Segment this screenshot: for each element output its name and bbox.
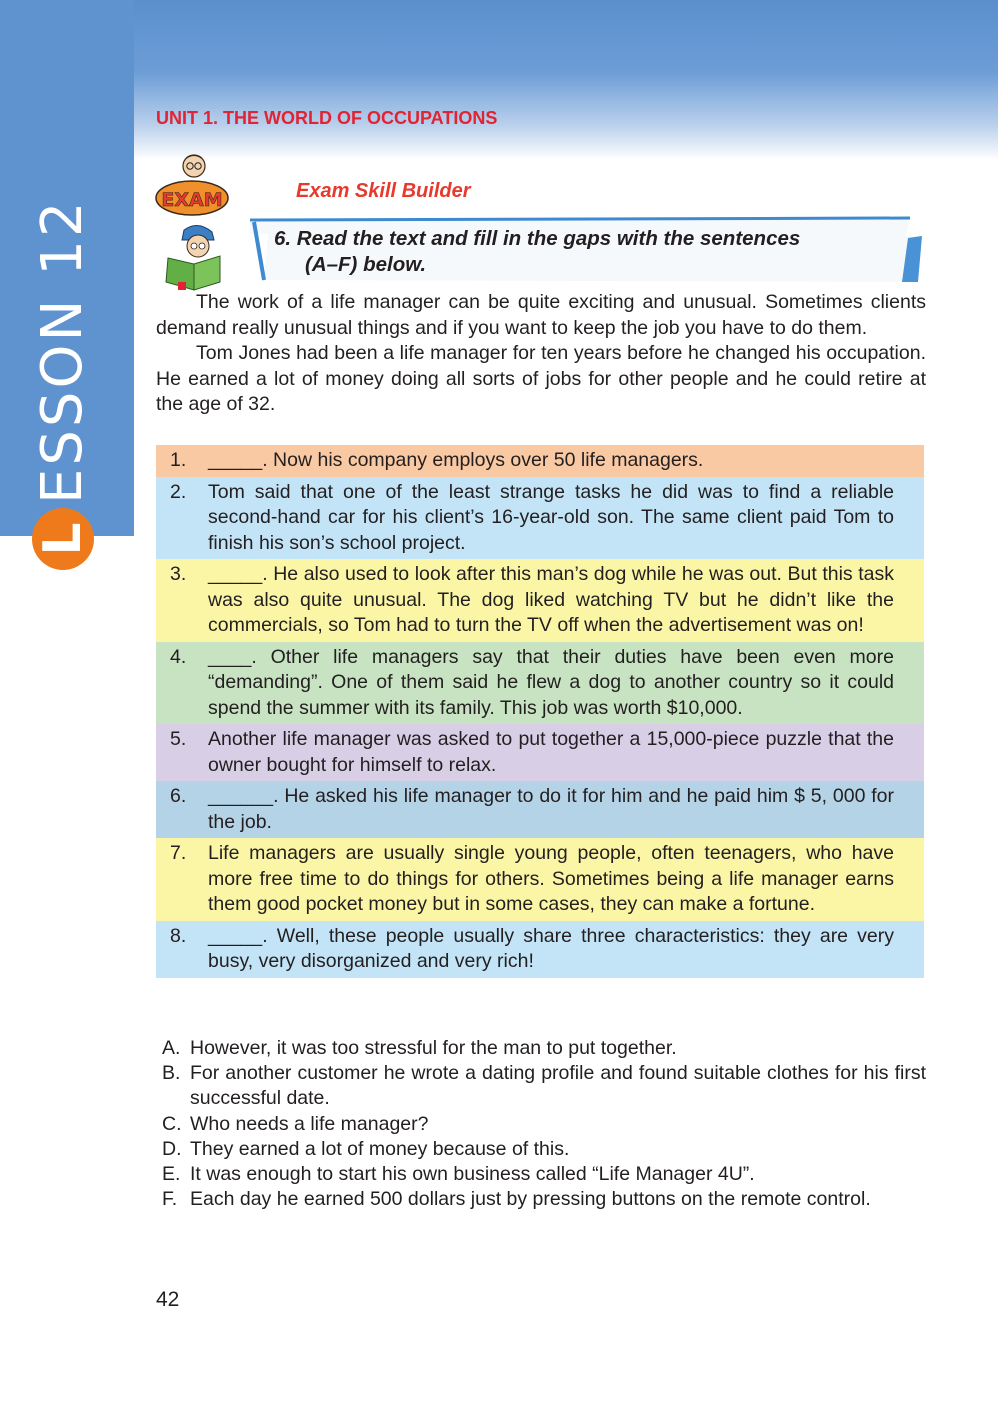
- row-number: [156, 480, 208, 557]
- numbered-paragraphs: [156, 445, 924, 978]
- unit-title: UNIT 1. THE WORLD OF OCCUPATIONS: [156, 108, 498, 128]
- option-item: [162, 1162, 926, 1187]
- reading-student-icon: [154, 222, 232, 292]
- option-item: [162, 1187, 926, 1212]
- row-text: _____. Now his company employs over 50 life managers.: [208, 449, 704, 471]
- row-number: [156, 727, 208, 778]
- row-number-text: 5.: [170, 728, 187, 750]
- lesson-letter-badge: L: [32, 508, 94, 570]
- row-number: [156, 448, 208, 474]
- row-text: _____. Well, these people usually share three characteristics: they are very busy, very disorganized and very rich!: [208, 924, 894, 972]
- option-letter: E.: [162, 1163, 181, 1186]
- numbered-row: [156, 781, 924, 838]
- numbered-row: [156, 559, 924, 642]
- row-number-text: 7.: [170, 842, 187, 864]
- row-number-text: 2.: [170, 480, 187, 503]
- option-text: For another customer he wrote a dating profile and found suitable clothes for his first successful date.: [190, 1062, 926, 1110]
- numbered-row: [156, 921, 924, 978]
- task-instruction-line1: 6. Read the text and fill in the gaps with the sentences: [274, 227, 801, 250]
- header-band: [0, 0, 998, 160]
- intro-paragraph: Tom Jones had been a life manager for ten years before he changed his occupation. He earned a lot of money doing all sorts of jobs for other people and he could retire at the age of 32.: [156, 342, 926, 415]
- intro-paragraph: The work of a life manager can be quite exciting and unusual. Sometimes clients demand really unusual things and if you want to keep the job you have to do them.: [156, 291, 926, 339]
- option-text: Who needs a life manager?: [190, 1112, 429, 1135]
- option-text: It was enough to start his own business called “Life Manager 4U”.: [190, 1163, 755, 1186]
- row-text: Another life manager was asked to put together a 15,000-piece puzzle that the owner bought for himself to relax.: [208, 728, 894, 776]
- row-number: [156, 924, 208, 975]
- row-number: [156, 784, 208, 835]
- option-letter: A.: [162, 1037, 181, 1059]
- numbered-row: [156, 642, 924, 725]
- option-letter: B.: [162, 1062, 181, 1085]
- option-item: [162, 1112, 926, 1137]
- row-number-text: 8.: [170, 924, 187, 947]
- option-text: Each day he earned 500 dollars just by pressing buttons on the remote control.: [190, 1188, 871, 1211]
- lesson-number-text: ESSON 12: [30, 198, 95, 504]
- option-item: [162, 1036, 926, 1061]
- option-item: [162, 1137, 926, 1162]
- option-letter: F.: [162, 1188, 178, 1211]
- numbered-row: [156, 445, 924, 477]
- option-item: [162, 1061, 926, 1111]
- option-letter: C.: [162, 1112, 182, 1135]
- row-text: Tom said that one of the least strange tasks he did was to find a reliable second-hand car for his client’s 16-year-old son. The same client paid Tom to finish his son’s school project.: [208, 480, 894, 554]
- task-instruction-line2: (A–F) below.: [305, 253, 427, 276]
- row-number-text: 3.: [170, 563, 187, 585]
- skill-builder-title: Exam Skill Builder: [296, 180, 471, 202]
- answer-options: [162, 1036, 926, 1212]
- row-number: [156, 562, 208, 639]
- task-instruction: [274, 226, 914, 278]
- option-text: However, it was too stressful for the man to put together.: [190, 1037, 677, 1059]
- numbered-row: [156, 838, 924, 921]
- numbered-row: [156, 477, 924, 560]
- svg-text:EXAM: EXAM: [161, 189, 223, 211]
- option-letter: D.: [162, 1137, 182, 1160]
- row-text: _____. He also used to look after this man’s dog while he was out. But this task was also quite unusual. The dog liked watching TV but he didn’t like the commercials, so Tom had to turn the TV off when the advertisement was on!: [208, 563, 894, 636]
- intro-text: [156, 290, 926, 418]
- row-number-text: 6.: [170, 785, 187, 807]
- row-text: Life managers are usually single young people, often teenagers, who have more free time to do things for others. Sometimes being a life manager earns them good pocket money but in some cases, they can make a fortune.: [208, 842, 894, 915]
- row-number: [156, 841, 208, 918]
- numbered-row: [156, 724, 924, 781]
- row-number: [156, 645, 208, 722]
- row-text: ____. Other life managers say that their duties have been even more “demanding”. One of them said he flew a dog to another country so it could spend the summer with its family. This job was worth $10,000.: [208, 645, 894, 719]
- row-number-text: 4.: [170, 645, 187, 668]
- row-text: ______. He asked his life manager to do it for him and he paid him $ 5, 000 for the job.: [208, 785, 894, 833]
- exam-icon: [154, 150, 230, 220]
- row-number-text: 1.: [170, 449, 187, 471]
- option-text: They earned a lot of money because of this.: [190, 1137, 570, 1160]
- page-number: 42: [156, 1288, 180, 1311]
